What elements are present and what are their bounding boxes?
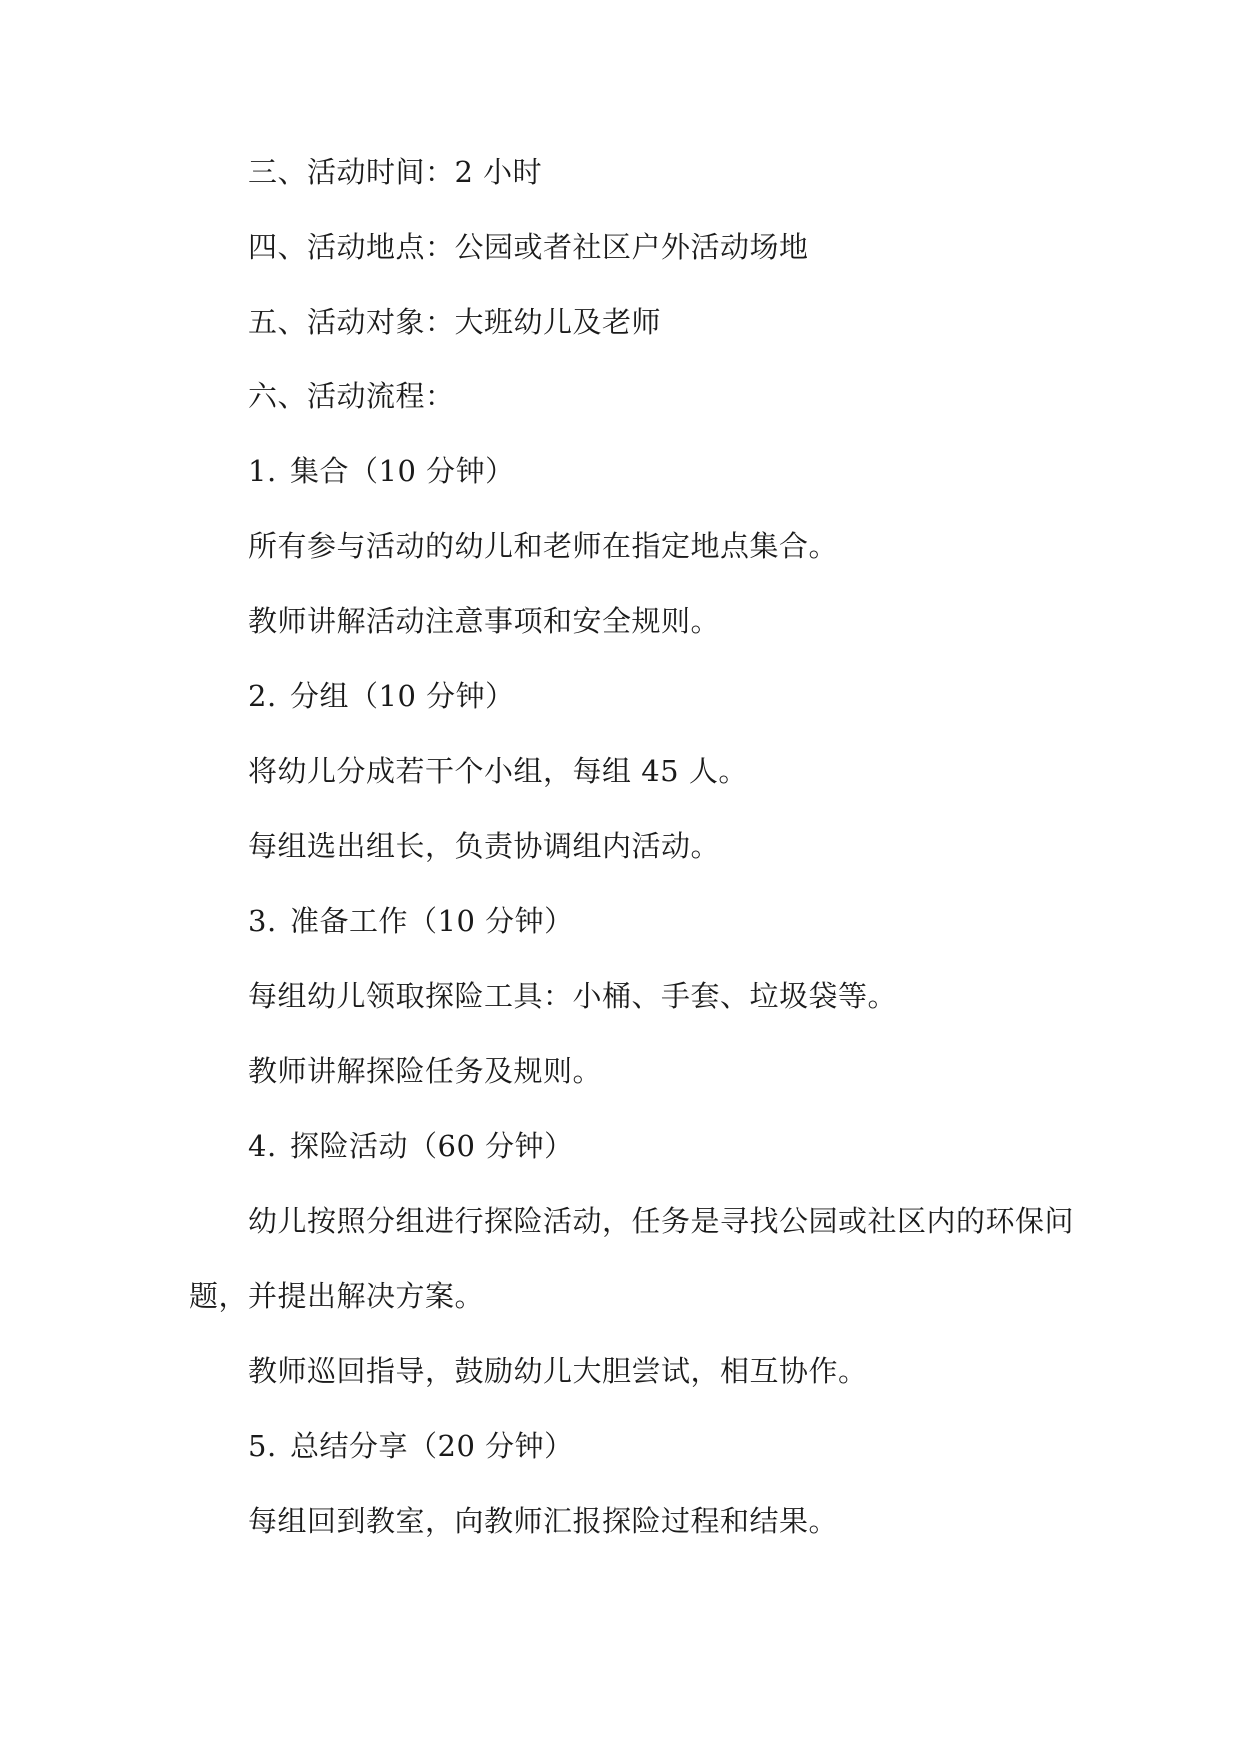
step-title: 准备工作（10 分钟） — [290, 904, 574, 938]
step-title: 探险活动（60 分钟） — [290, 1129, 574, 1163]
step-heading-1 — [248, 453, 515, 489]
section-activity-time: 三、活动时间：2 小时 — [248, 155, 543, 189]
step-number: 1. — [248, 454, 277, 488]
step-title: 集合（10 分钟） — [290, 454, 515, 488]
step-number: 5. — [248, 1429, 277, 1463]
step-number: 4. — [248, 1129, 277, 1163]
section-activity-location: 四、活动地点：公园或者社区户外活动场地 — [248, 230, 809, 264]
step-number: 2. — [248, 679, 277, 713]
paragraph: 每组回到教室，向教师汇报探险过程和结果。 — [248, 1504, 839, 1538]
paragraph: 教师巡回指导，鼓励幼儿大胆尝试，相互协作。 — [248, 1354, 868, 1388]
paragraph: 教师讲解探险任务及规则。 — [248, 1054, 603, 1088]
step-heading-4 — [248, 1128, 574, 1164]
section-activity-process: 六、活动流程： — [248, 379, 455, 413]
step-title: 分组（10 分钟） — [290, 679, 515, 713]
paragraph-line-continued: 题，并提出解决方案。 — [189, 1279, 485, 1313]
paragraph: 将幼儿分成若干个小组，每组 45 人。 — [248, 754, 748, 788]
paragraph: 每组幼儿领取探险工具：小桶、手套、垃圾袋等。 — [248, 979, 898, 1013]
paragraph-line: 幼儿按照分组进行探险活动，任务是寻找公园或社区内的环保问 — [248, 1204, 1075, 1238]
step-heading-2 — [248, 678, 515, 714]
paragraph: 教师讲解活动注意事项和安全规则。 — [248, 604, 721, 638]
section-activity-participants: 五、活动对象：大班幼儿及老师 — [248, 305, 662, 339]
paragraph: 所有参与活动的幼儿和老师在指定地点集合。 — [248, 529, 839, 563]
step-heading-5 — [248, 1428, 574, 1464]
step-heading-3 — [248, 903, 574, 939]
step-title: 总结分享（20 分钟） — [290, 1429, 574, 1463]
paragraph: 每组选出组长，负责协调组内活动。 — [248, 829, 721, 863]
step-number: 3. — [248, 904, 277, 938]
